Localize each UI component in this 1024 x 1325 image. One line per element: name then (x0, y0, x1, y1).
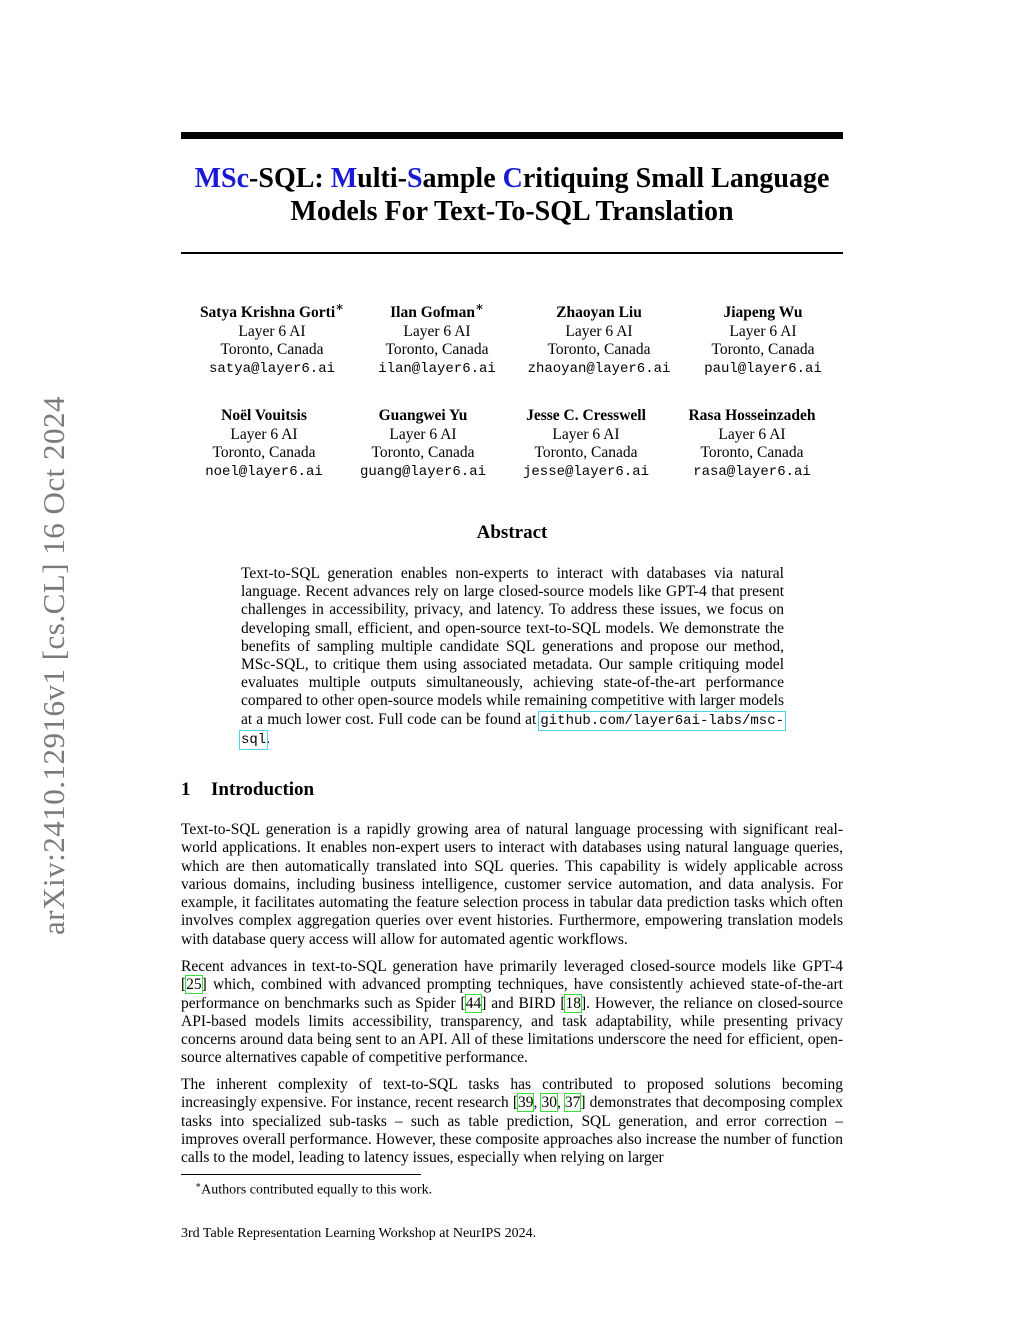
author-email[interactable]: noel@layer6.ai (205, 463, 323, 480)
author-email[interactable]: jesse@layer6.ai (522, 463, 650, 480)
section-heading-introduction: 1 Introduction (181, 779, 315, 800)
arxiv-side-stamp: arXiv:2410.12916v1 [cs.CL] 16 Oct 2024 (36, 395, 71, 935)
author-email[interactable]: ilan@layer6.ai (378, 360, 496, 377)
venue-note: 3rd Table Representation Learning Workshop at NeurIPS 2024. (181, 1226, 537, 1241)
citation-link[interactable]: 18 (565, 994, 581, 1012)
title-top-rule (181, 132, 843, 139)
abstract-heading: Abstract (476, 522, 548, 543)
author-card: Guangwei Yu Layer 6 AI Toronto, Canada guang@layer6.ai (333, 401, 513, 481)
author-card: Noël Vouitsis Layer 6 AI Toronto, Canada noel@layer6.ai (174, 401, 354, 481)
footnote: ∗Authors contributed equally to this work. (195, 1180, 433, 1198)
citation-link[interactable]: 30 (541, 1094, 557, 1112)
author-card: Ilan Gofman∗ Layer 6 AI Toronto, Canada ilan@layer6.ai (347, 298, 527, 378)
abstract-text: Text-to-SQL generation enables non-experts to interact with databases via natural language. Recent advances rely on large closed-source models like GPT-4 that present challenges in accessibility, privacy, and latency. To address these issues, we focus on developing small, efficient, and open-source text-to-SQL models. We demonstrate the benefits of sampling multiple candidate SQL generations and propose our method, MSc-SQL, to critique them using associated metadata. Our sample critiquing model evaluates multiple outputs simultaneously, achieving state-of-the-art performance compared to other open-source models while remaining competitive with larger models at a much lower cost. Full code can be found at github.com/layer6ai-labs/msc-sql. (241, 565, 784, 748)
author-card: Jiapeng Wu Layer 6 AI Toronto, Canada paul@layer6.ai (673, 298, 853, 378)
author-email[interactable]: rasa@layer6.ai (693, 463, 811, 480)
intro-paragraph-2: Recent advances in text-to-SQL generation have primarily leveraged closed-source models like GPT-4 [25] which, combined with advanced prompting techniques, have consistently achieved state-of-the-art performance on benchmarks such as Spider [44] and BIRD [18]. However, the reliance on closed-source API-based models limits accessibility, transparency, and task adaptability, while presenting privacy concerns around data being sent to an API. All of these limitations underscore the need for efficient, open-source alternatives capable of competitive performance. (181, 958, 843, 1067)
citation-link[interactable]: 44 (465, 994, 482, 1012)
footnote-rule (181, 1174, 421, 1175)
author-card: Jesse C. Cresswell Layer 6 AI Toronto, Canada jesse@layer6.ai (496, 401, 676, 481)
title-bottom-rule (181, 252, 843, 254)
intro-paragraph-3: The inherent complexity of text-to-SQL tasks has contributed to proposed solutions becoming increasingly expensive. For instance, recent research [39, 30, 37] demonstrates that decomposing complex tasks into specialized sub-tasks – such as table prediction, SQL generation, and error correction – improves overall performance. However, these composite approaches also increase the number of function calls to the model, leading to latency issues, especially when relying on larger (181, 1076, 844, 1167)
citation-link[interactable]: 37 (564, 1094, 581, 1112)
author-card: Rasa Hosseinzadeh Layer 6 AI Toronto, Canada rasa@layer6.ai (662, 401, 842, 481)
author-email[interactable]: zhaoyan@layer6.ai (527, 360, 671, 377)
author-card: Satya Krishna Gorti∗ Layer 6 AI Toronto, Canada satya@layer6.ai (182, 298, 362, 378)
citation-link[interactable]: 25 (186, 976, 202, 994)
author-email[interactable]: satya@layer6.ai (208, 360, 336, 377)
author-email[interactable]: paul@layer6.ai (704, 360, 822, 377)
author-email[interactable]: guang@layer6.ai (359, 463, 487, 480)
citation-link[interactable]: 39 (517, 1094, 534, 1112)
code-link[interactable]: github.com/layer6ai-labs/msc-sql (241, 712, 784, 748)
paper-title: MSc-SQL: Multi-Sample Critiquing Small Language Models For Text-To-SQL Translation (194, 163, 830, 227)
intro-paragraph-1: Text-to-SQL generation is a rapidly growing area of natural language processing with significant real-world applications. It enables non-expert users to interact with databases using natural language queries, which are then automatically translated into SQL queries. This capability is widely applicable across various domains, including business intelligence, customer service automation, and data analysis. For example, it facilitates automating the feature selection process in tabular data prediction tasks which often involves complex aggregation queries over event histories. Furthermore, empowering translation models with database query access will allow for automated agentic workflows. (181, 821, 843, 948)
author-card: Zhaoyan Liu Layer 6 AI Toronto, Canada zhaoyan@layer6.ai (509, 298, 689, 378)
